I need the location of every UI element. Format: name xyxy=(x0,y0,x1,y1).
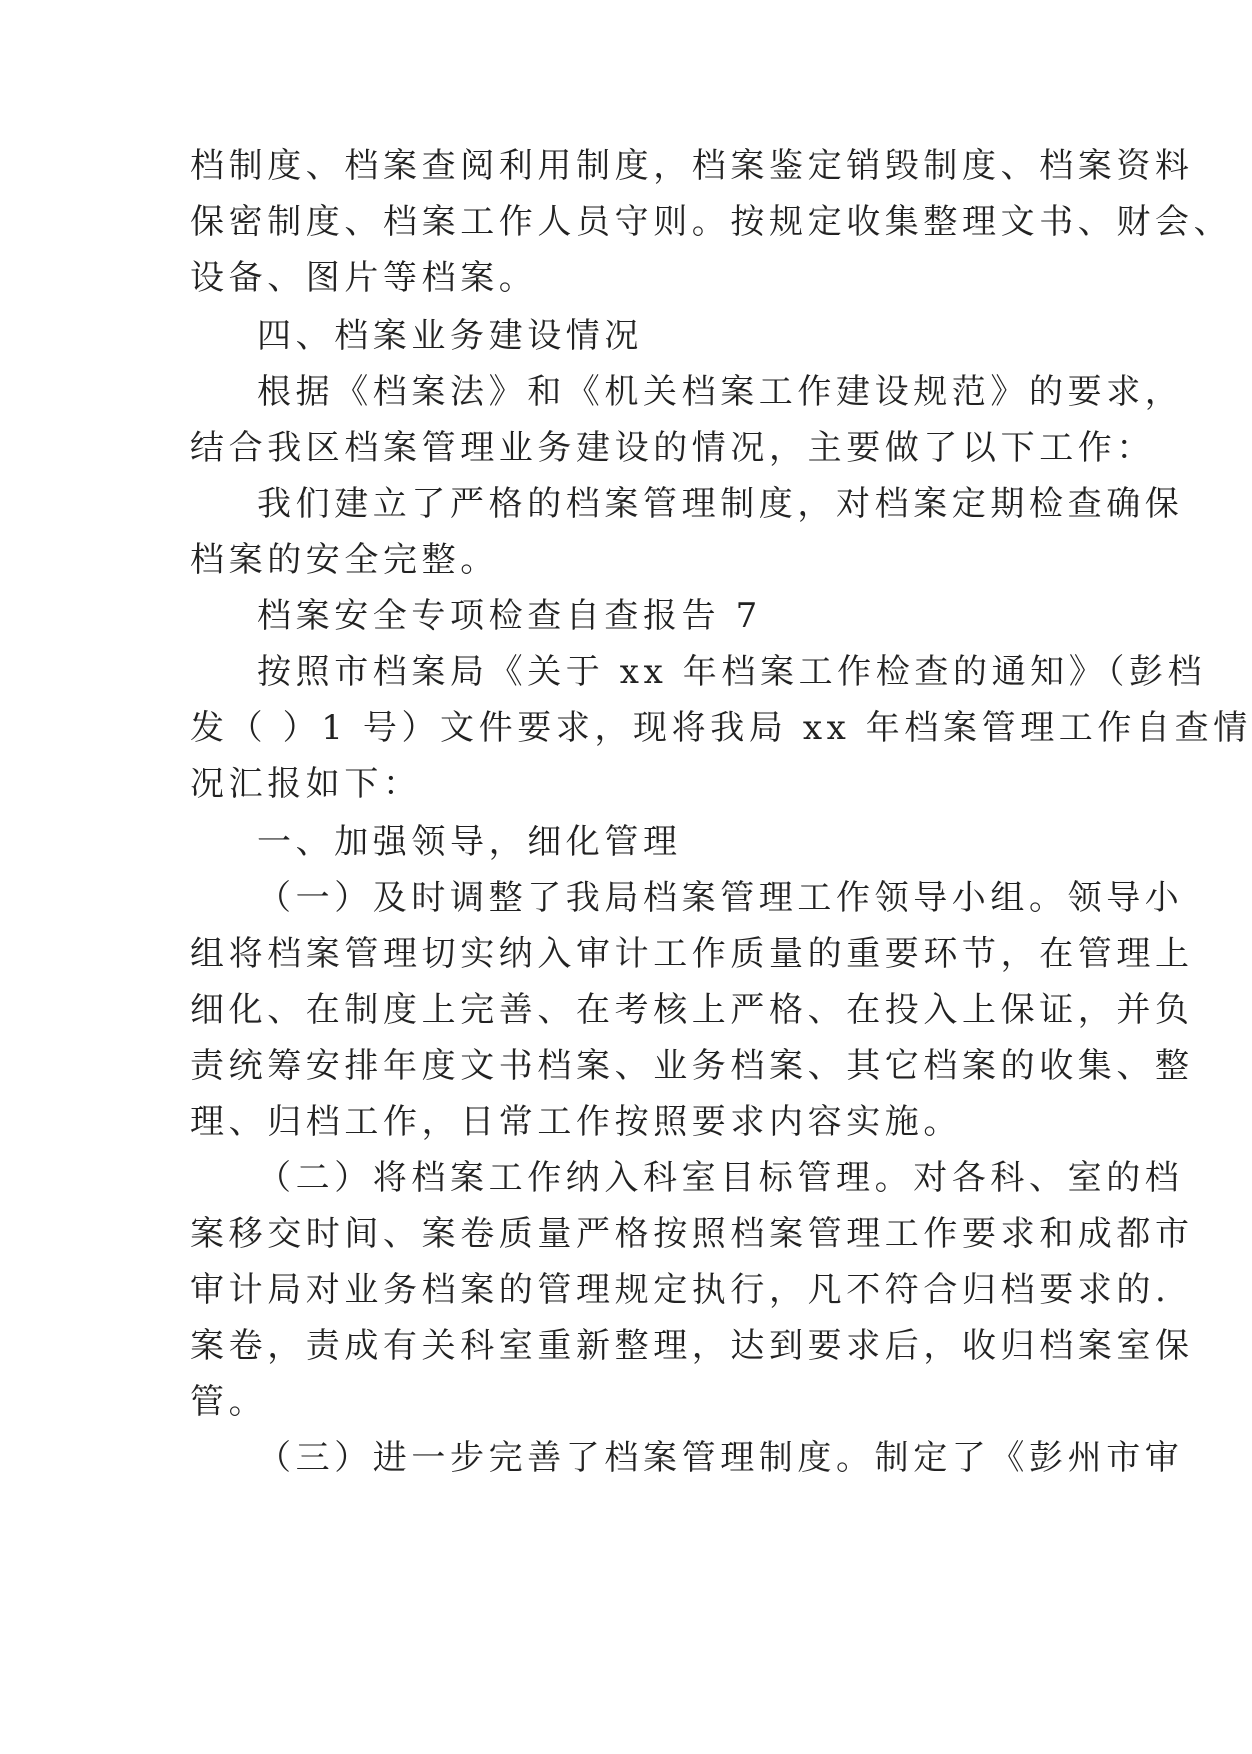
text-line: 发（ ）1 号）文件要求，现将我局 xx 年档案管理工作自查情 xyxy=(190,708,1252,748)
text-line: 理、归档工作，日常工作按照要求内容实施。 xyxy=(190,1102,962,1142)
text-line: 保密制度、档案工作人员守则。按规定收集整理文书、财会、 xyxy=(190,202,1233,242)
text-line: 责统筹安排年度文书档案、业务档案、其它档案的收集、整 xyxy=(190,1046,1194,1086)
text-line: 结合我区档案管理业务建设的情况，主要做了以下工作： xyxy=(190,428,1155,468)
text-line: 档案的安全完整。 xyxy=(190,540,499,580)
text-line: （二）将档案工作纳入科室目标管理。对各科、室的档 xyxy=(257,1158,1184,1198)
text-line: 细化、在制度上完善、在考核上严格、在投入上保证，并负 xyxy=(190,990,1194,1030)
text-line: （一）及时调整了我局档案管理工作领导小组。领导小 xyxy=(257,878,1184,918)
text-line: 档制度、档案查阅利用制度，档案鉴定销毁制度、档案资料 xyxy=(190,146,1194,186)
text-line: 案卷，责成有关科室重新整理，达到要求后，收归档案室保 xyxy=(190,1326,1194,1366)
text-line: 我们建立了严格的档案管理制度，对档案定期检查确保 xyxy=(257,484,1184,524)
report-title: 档案安全专项检查自查报告 7 xyxy=(257,596,762,636)
text-line: 审计局对业务档案的管理规定执行，凡不符合归档要求的. xyxy=(190,1270,1171,1310)
text-line: （三）进一步完善了档案管理制度。制定了《彭州市审 xyxy=(257,1438,1184,1478)
text-line: 组将档案管理切实纳入审计工作质量的重要环节，在管理上 xyxy=(190,934,1194,974)
text-line: 根据《档案法》和《机关档案工作建设规范》的要求， xyxy=(257,372,1184,412)
text-line: 案移交时间、案卷质量严格按照档案管理工作要求和成都市 xyxy=(190,1214,1194,1254)
section-heading: 四、档案业务建设情况 xyxy=(257,316,643,356)
text-line: 管。 xyxy=(190,1382,268,1422)
text-line: 按照市档案局《关于 xx 年档案工作检查的通知》（彭档 xyxy=(257,652,1207,692)
text-line: 设备、图片等档案。 xyxy=(190,258,538,298)
text-line: 况汇报如下： xyxy=(190,764,422,804)
section-heading: 一、加强领导，细化管理 xyxy=(257,822,682,862)
